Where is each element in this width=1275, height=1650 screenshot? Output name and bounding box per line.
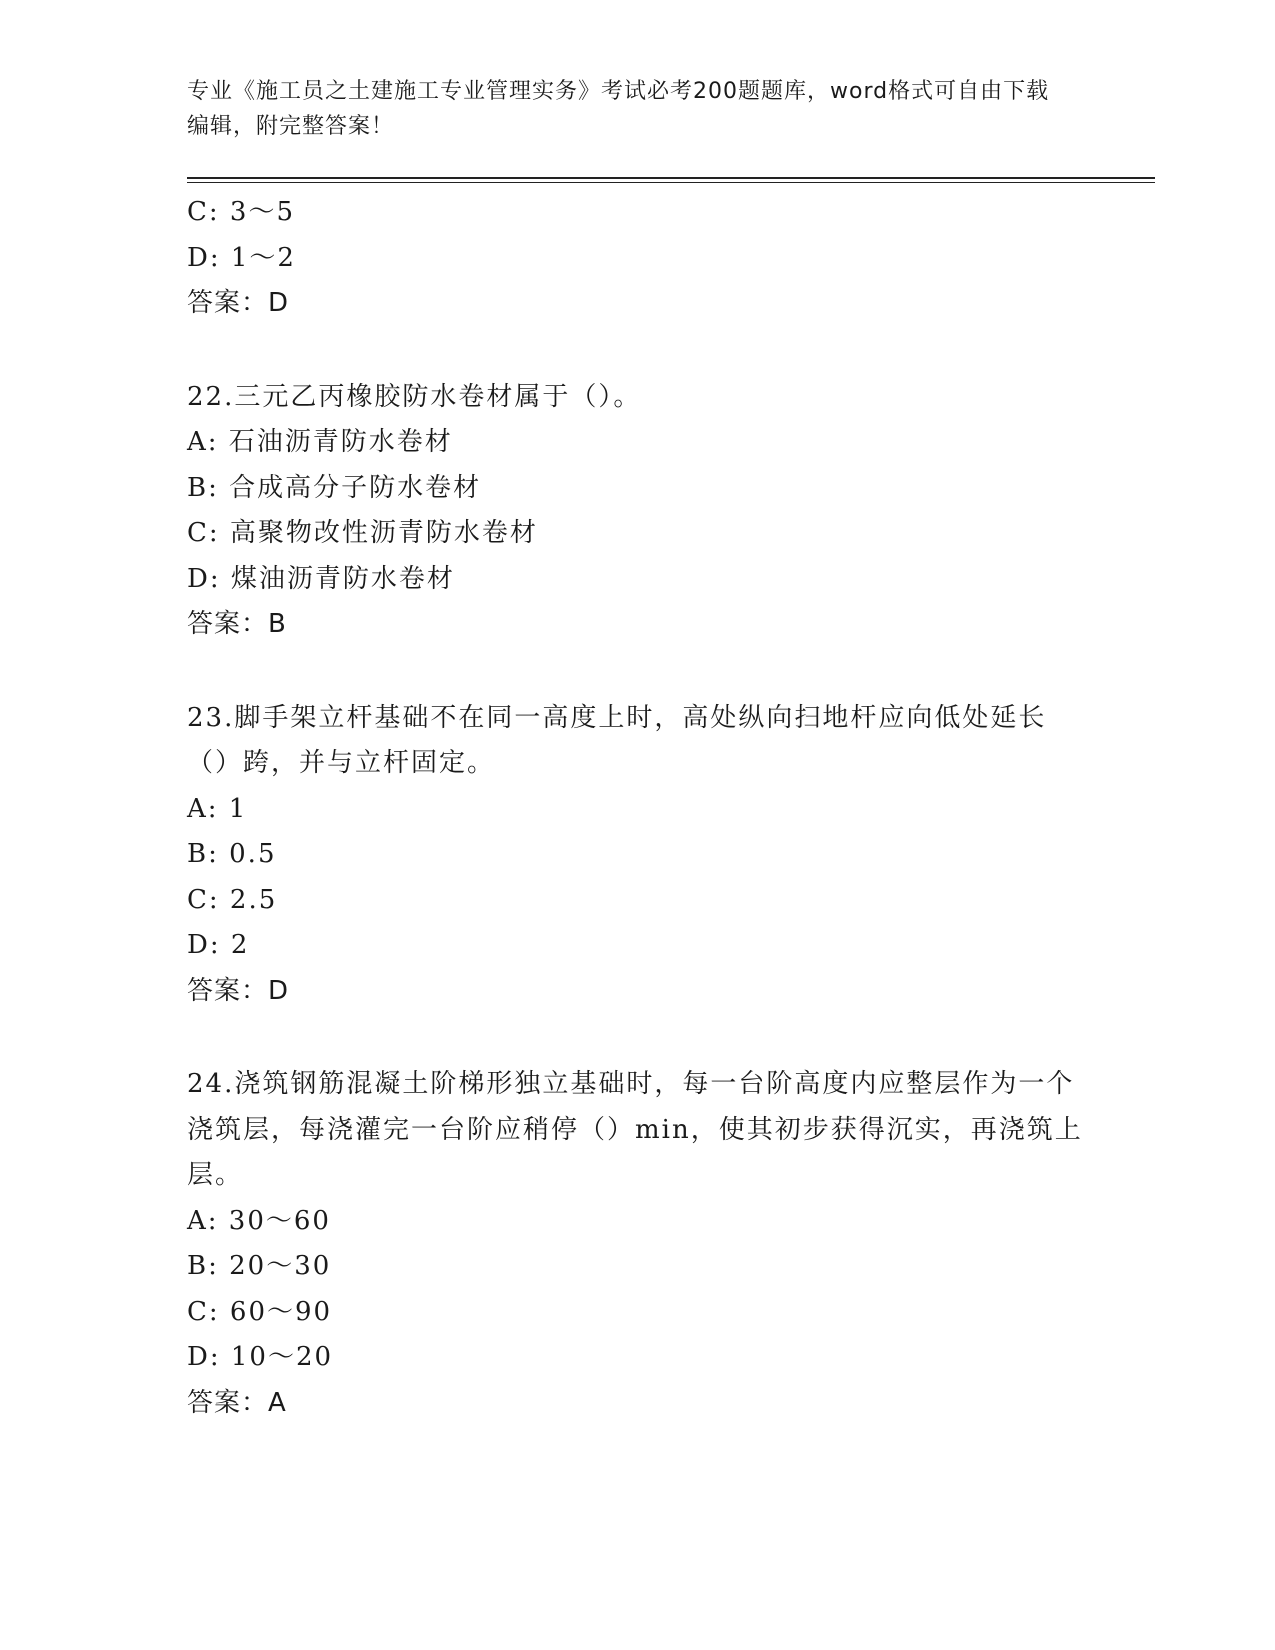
answer: 答案：A xyxy=(187,1387,287,1418)
header-divider-thin xyxy=(187,182,1155,183)
option-d: D: 1～2 xyxy=(187,242,296,273)
option-a: A: 1 xyxy=(187,793,248,824)
question-stem: 23.脚手架立杆基础不在同一高度上时，高处纵向扫地杆应向低处延长（）跨，并与立杆固定。 xyxy=(187,702,1047,778)
header-divider-thick xyxy=(187,177,1155,179)
question-stem: 22.三元乙丙橡胶防水卷材属于（）。 xyxy=(187,381,642,412)
option-c: C: 3～5 xyxy=(187,197,296,227)
option-b: B: 20～30 xyxy=(187,1251,332,1281)
option-a: A: 石油沥青防水卷材 xyxy=(187,427,453,457)
question-24 xyxy=(187,1062,1087,1426)
answer: 答案：D xyxy=(187,975,290,1006)
question-22 xyxy=(187,375,1087,648)
answer: 答案：B xyxy=(187,609,287,639)
option-c: C: 2.5 xyxy=(187,884,278,915)
option-c: C: 高聚物改性沥青防水卷材 xyxy=(187,518,538,548)
option-d: D: 2 xyxy=(187,930,250,960)
option-a: A: 30～60 xyxy=(187,1205,331,1236)
spacer xyxy=(187,648,1087,696)
question-stem: 24.浇筑钢筋混凝土阶梯形独立基础时，每一台阶高度内应整层作为一个浇筑层，每浇灌完一台阶应稍停（）min，使其初步获得沉实，再浇筑上层。 xyxy=(187,1069,1083,1190)
option-d: D: 煤油沥青防水卷材 xyxy=(187,563,455,594)
question-23 xyxy=(187,696,1087,1015)
spacer xyxy=(187,1014,1087,1062)
spacer xyxy=(187,327,1087,375)
option-d: D: 10～20 xyxy=(187,1342,334,1372)
option-b: B: 合成高分子防水卷材 xyxy=(187,472,482,503)
answer: 答案：D xyxy=(187,288,290,318)
option-b: B: 0.5 xyxy=(187,839,277,869)
document-body xyxy=(187,190,1087,1426)
question-21-continuation xyxy=(187,190,1087,327)
option-c: C: 60～90 xyxy=(187,1296,333,1327)
document-header: 专业《施工员之土建施工专业管理实务》考试必考200题题库，word格式可自由下载编辑，附完整答案！ xyxy=(187,79,1050,139)
